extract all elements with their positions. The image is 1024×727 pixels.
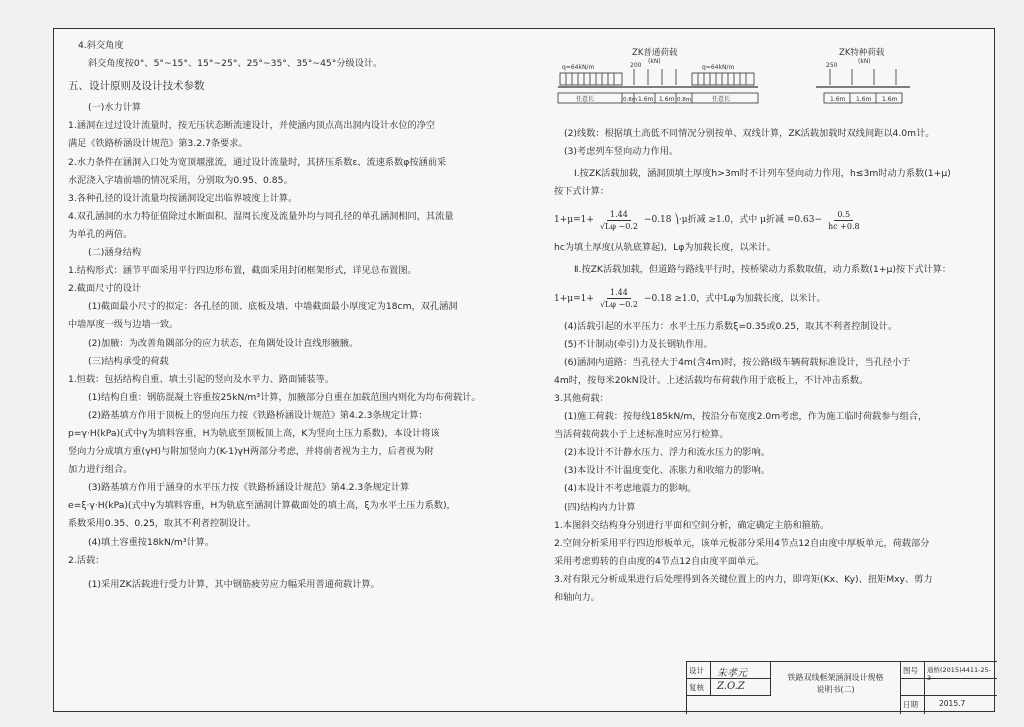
text-line: (2)路基填方作用于顶板上的竖向压力按《铁路桥涵设计规范》第4.2.3条规定计算： <box>88 409 428 421</box>
formula-fraction <box>600 287 638 310</box>
blank-cell <box>901 679 925 696</box>
text-line: Ⅱ.按ZK活载加载，但道路与路线平行时，按桥梁动力系数取值，动力系数(1+μ)按下式计算： <box>574 264 952 276</box>
formula-tail: −0.18 ⎞·μ折减 ≥1.0，式中 μ折减 =0.63− <box>643 215 822 226</box>
text-line: (2)加腋：为改善角隅部分的应力状态，在角隅处设计直线形腋腋。 <box>88 337 359 349</box>
text-line: (6)涵洞内道路：当孔径大于4m(含4m)时，按公路Ⅰ级车辆荷载标准设计，当孔径小于 <box>564 356 911 368</box>
text-line: 加力进行组合。 <box>68 464 133 476</box>
text-line: 4m时，按每米20kN设计。上述活载均布荷载作用于底板上，不计冲击系数。 <box>554 374 869 386</box>
formula-tail: −0.18 ≥1.0，式中Lφ为加载长度，以米计。 <box>643 293 826 304</box>
text-line: 按下式计算： <box>554 186 610 198</box>
diagram-label-left: ZK普通荷载 <box>632 48 678 58</box>
text-line: 4.双孔涵洞的水力特征值除过水断面积、湿周长度及流量外均与同孔径的单孔涵洞相同，其流量 <box>68 210 454 222</box>
point-load-left: 200 <box>630 62 642 69</box>
drawing-title <box>771 662 901 714</box>
span-label: 1.6m <box>856 96 872 103</box>
fraction-denominator: √Lφ −0.2 <box>599 221 638 231</box>
right-column <box>554 125 994 607</box>
subsection-heading: (四)结构内力计算 <box>564 501 636 513</box>
text-line: 2.空间分析采用平行四边形板单元，该单元板部分采用4节点12自由度中厚板单元，荷载部分 <box>554 537 930 549</box>
text-line: (3)本设计不计温度变化、冻胀力和收缩力的影响。 <box>564 465 770 477</box>
signature-designer: 朱孝元 <box>711 662 771 679</box>
formula-fraction <box>828 209 860 232</box>
load-label-a: q=64kN/m <box>562 64 595 71</box>
drawing-sheet <box>53 28 995 712</box>
text-line: 2.截面尺寸的设计 <box>68 283 142 295</box>
text-line: (3)路基填方作用于涵身的水平压力按《铁路桥涵设计规范》第4.2.3条规定计算 <box>88 482 410 494</box>
text-line: (1)截面最小尺寸的拟定：各孔径的顶、底板及墙、中墙截面最小厚度定为18cm，双孔涵洞 <box>88 301 458 313</box>
text-line: 当活荷载荷载小于上述标准时应另行检算。 <box>554 429 729 441</box>
span-label: 1.6m <box>638 96 654 103</box>
diagram-label-right: ZK特种荷载 <box>839 48 885 58</box>
point-load-right-unit: (kN) <box>858 58 871 65</box>
role-label: 设计 <box>687 662 711 679</box>
text-line: 3.其他荷载： <box>554 392 609 404</box>
text-line: (1)采用ZK活载进行受力计算，其中钢筋疲劳应力幅采用普通荷载计算。 <box>88 578 380 590</box>
text-line: (4)填土容重按18kN/m³计算。 <box>88 536 215 548</box>
text-line: 为单孔的两倍。 <box>68 228 133 240</box>
text-line: (2)线数：根据填土高低不同情况分别按单、双线计算，ZK活载加载时双线间距以4.0m计。 <box>564 128 935 139</box>
text-line: 水泥浇入字墙前墙的情况采用，分别取为0.95、0.85。 <box>68 174 293 186</box>
span-label: 0.8m <box>677 97 692 103</box>
subsection-heading: (三)结构承受的荷载 <box>88 355 169 367</box>
heading-skew-angle: 4.斜交角度 <box>78 40 124 51</box>
text-line: 3.对有限元分析成果进行后处理得到各关键位置上的内力，即弯矩(Kx、Ky)、扭矩Mxy、剪力 <box>554 573 933 585</box>
left-column <box>68 37 520 594</box>
text-line: Ⅰ.按ZK活载加载，涵洞顶填土厚度h>3m时不计列车竖向动力作用，h≤3m时动力系数(1+μ) <box>574 168 951 180</box>
text-line: 1.恒载：包括结构自重、填土引起的竖向及水平力、路面铺装等。 <box>68 373 335 385</box>
load-label-b: q=64kN/m <box>702 64 735 71</box>
text-line: (3)考虑列车竖向动力作用。 <box>564 146 679 158</box>
formula-dynamic-2 <box>554 280 994 318</box>
formula-dynamic-1 <box>554 201 994 239</box>
formula-lhs: 1+μ=1+ <box>554 293 594 304</box>
span-label: 任意长 <box>712 96 731 103</box>
text-line: e=ξ·γ·H(kPa)(式中γ为填料容重，H为轨底至涵洞计算截面处的填土高，ξ为水平土压力系数)， <box>68 500 456 512</box>
text-line: 1.结构形式：涵节平面采用平行四边形布置，截面采用封闭框架形式，详见总布置图。 <box>68 265 417 277</box>
load-diagram <box>554 35 994 125</box>
text-line: (2)本设计不计静水压力、浮力和流水压力的影响。 <box>564 447 770 459</box>
fraction-denominator: hc +0.8 <box>827 221 860 231</box>
formula-fraction <box>600 209 638 232</box>
subsection-heading: (一)水力计算 <box>88 102 142 114</box>
text-line: 2.水力条件在涵洞入口处为宽顶堰涨流，通过设计流量时，其挤压系数ε、流速系数φ按涵前采 <box>68 156 447 168</box>
span-label: 1.6m <box>830 96 846 103</box>
text-line: 中墙厚度一级与边墙一致。 <box>68 319 179 331</box>
text-line: 和轴向力。 <box>554 591 600 603</box>
text-line: 2.活载： <box>68 554 105 566</box>
date-label: 日期 <box>901 696 925 714</box>
text-line: (5)不计制动(牵引)力及长钢轨作用。 <box>564 338 713 350</box>
text-line: 1.本图斜交结构身分别进行平面和空间分析，确定确定主筋和箍筋。 <box>554 519 830 531</box>
text-line: 系数采用0.35、0.25，取其不利者控制设计。 <box>68 518 256 530</box>
section-heading: 五、设计原则及设计技术参数 <box>68 80 205 93</box>
fraction-numerator: 0.5 <box>834 209 853 221</box>
drawing-number: 通桥(2015)4411-25-3 <box>925 662 997 679</box>
text-line: 斜交角度按0°、5°~15°、15°~25°、25°~35°、35°~45°分级设计。 <box>88 58 383 70</box>
text-line: 1.涵洞在过过设计流量时，按无压状态断流速设计，并使涵内顶点高出洞内设计水位的净空 <box>68 120 436 132</box>
fraction-numerator: 1.44 <box>607 209 631 221</box>
text-line: p=γ·H(kPa)(式中γ为填料容重，H为轨底至顶板顶上高，K为竖向土压力系数)，本设计将该 <box>68 427 440 439</box>
point-load-left-unit: (kN) <box>648 58 661 65</box>
fraction-numerator: 1.44 <box>607 287 631 299</box>
drawing-title-line1: 铁路双线框架涵洞设计规格 <box>787 673 884 682</box>
span-label: 1.6m <box>882 96 898 103</box>
point-load-right: 250 <box>826 62 838 69</box>
role-label: 复核 <box>687 679 711 696</box>
text-line: hc为填土厚度(从轨底算起)，Lφ为加载长度，以米计。 <box>554 242 777 254</box>
text-line: (1)结构自重：钢筋混凝土容重按25kN/m³计算，加腋部分自重在加载范围内则化为均布荷载计。 <box>88 391 481 403</box>
text-line: (1)施工荷载：按每线185kN/m，按沿分布宽度2.0m考虑，作为施工临时荷载参与组合， <box>564 411 928 423</box>
text-line: 满足《铁路桥涵设计规范》第3.2.7条要求。 <box>68 138 248 150</box>
subsection-heading: (二)涵身结构 <box>88 247 142 259</box>
span-label: 1.6m <box>659 96 675 103</box>
fraction-denominator: √Lφ −0.2 <box>599 300 638 310</box>
text-line: 3.各种孔径的设计流量均按涵洞设定出临界坡度上计算。 <box>68 192 298 204</box>
drawing-title-line2: 说明书(二) <box>816 685 855 694</box>
formula-lhs: 1+μ=1+ <box>554 215 594 226</box>
date-value: 2015.7 <box>939 699 966 708</box>
span-label: 0.8m <box>623 97 638 103</box>
text-line: (4)本设计不考虑地震力的影响。 <box>564 483 697 495</box>
signature-checker: Z.O.Z <box>711 679 771 696</box>
title-block <box>686 661 997 714</box>
text-line: 竖向力分成填方重(γH)与附加竖向力(K-1)γH两部分考虑，并将前者视为主力，后者视为附 <box>68 446 434 458</box>
blank-cell <box>925 679 997 696</box>
drawing-number-label: 图号 <box>901 662 925 679</box>
span-label: 任意长 <box>576 96 595 103</box>
text-line: 采用考虑剪转的自由度的4节点12自由度平面单元。 <box>554 555 765 567</box>
text-line: (4)活载引起的水平压力：水平土压力系数ξ=0.35或0.25，取其不利者控制设计。 <box>564 320 898 332</box>
